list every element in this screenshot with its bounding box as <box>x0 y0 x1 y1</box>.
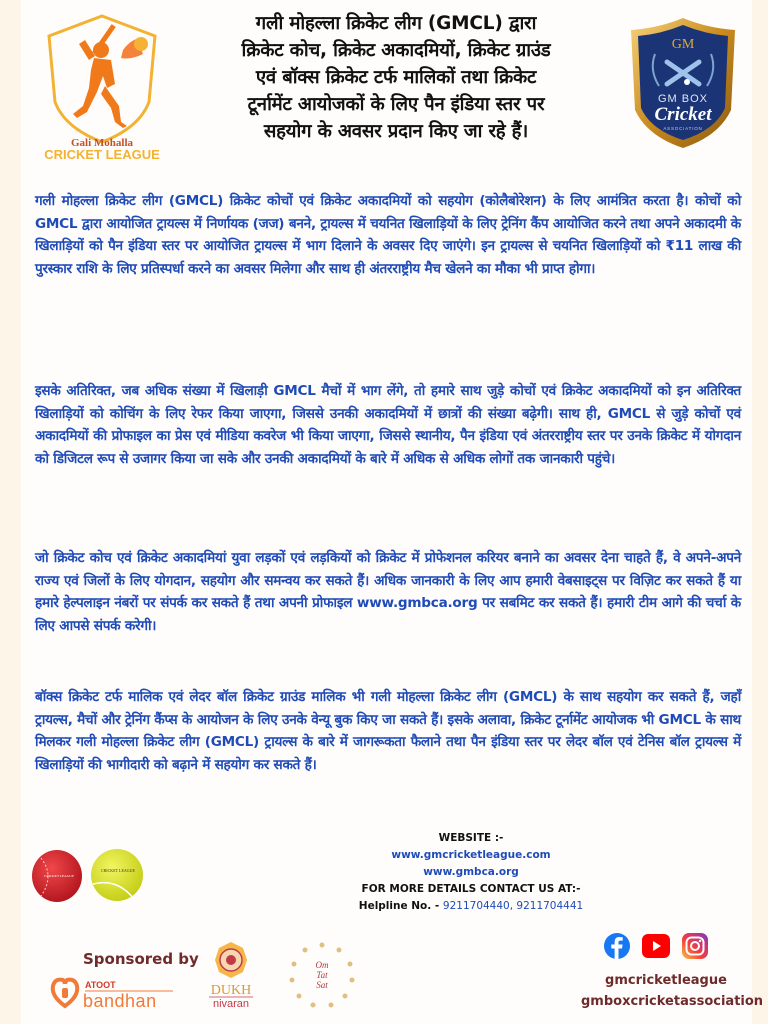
gmbca-logo <box>627 14 739 152</box>
instagram-icon[interactable] <box>681 932 709 960</box>
svg-text:nivaran: nivaran <box>212 998 250 1010</box>
svg-text:CRICKET LEAGUE: CRICKET LEAGUE <box>44 874 74 878</box>
page-title <box>181 10 611 145</box>
sponsor-atoot-bandhan-logo <box>49 976 179 1010</box>
svg-text:Sat: Sat <box>316 980 328 990</box>
contact-details-label: FOR MORE DETAILS CONTACT US AT:- <box>361 883 581 895</box>
helpline-row <box>341 898 601 915</box>
svg-text:CRICKET LEAGUE: CRICKET LEAGUE <box>100 868 136 873</box>
title-line: गली मोहल्ला क्रिकेट लीग (GMCL) द्वारा <box>255 13 537 34</box>
paragraph-collaboration-invite: गली मोहल्ला क्रिकेट लीग (GMCL) क्रिकेट कोचों एवं क्रिकेट अकादमियों को सहयोग (कोलैबोरेशन) के लिए आमंत्रित करता है। कोचों को GMCL द्वारा आयोजित ट्रायल्स में निर्णायक (जज) बनने, ट्रायल्स में चयनित खिलाड़ियों के लिए ट्रेनिंग कैंप आयोजित करने तथा अपने अकादमी के खिलाड़ियों को पैन इंडिया स्तर पर आयोजित ट्रायल्स में भाग दिलाने के अवसर दिए जाएंगे। इन ट्रायल्स से चयनित खिलाड़ियों को ₹11 लाख की पुरस्कार राशि के लिए प्रतिस्पर्धा करने का अवसर मिलेगा और साथ ही अंतरराष्ट्रीय मैच खेलने का मौका भी प्राप्त होगा। <box>35 193 741 277</box>
helpline-label: Helpline No. - <box>358 900 443 912</box>
facebook-icon[interactable] <box>603 932 631 960</box>
title-line: क्रिकेट कोच, क्रिकेट अकादमियों, क्रिकेट ग्राउंड <box>241 40 551 61</box>
sponsored-by-label: Sponsored by <box>83 950 199 968</box>
youtube-icon[interactable] <box>641 933 671 959</box>
cricket-balls-image <box>29 848 149 904</box>
gmcl-logo <box>39 10 165 160</box>
social-handle[interactable]: gmcricketleague <box>605 973 727 988</box>
social-icons <box>603 930 713 962</box>
social-handle[interactable]: gmboxcricketassociation <box>581 994 764 1009</box>
svg-text:DUKH: DUKH <box>210 983 252 998</box>
title-line: सहयोग के अवसर प्रदान किए जा रहे हैं। <box>263 121 529 142</box>
gmcl-logo-line1: Gali Mohalla <box>70 137 134 149</box>
title-line: टूर्नामेंट आयोजकों के लिए पैन इंडिया स्तर पर <box>247 94 545 115</box>
poster-panel <box>21 0 764 1024</box>
sponsor-om-tat-sat-logo <box>287 940 357 1010</box>
svg-text:bandhan: bandhan <box>83 991 157 1010</box>
svg-text:Tat: Tat <box>316 970 328 980</box>
website-link-gmbca[interactable]: www.gmbca.org <box>423 866 519 878</box>
gmbca-logo-line2: Cricket <box>654 104 712 125</box>
contact-block <box>341 830 601 915</box>
paragraph-contact-info: जो क्रिकेट कोच एवं क्रिकेट अकादमियां युवा लड़कों एवं लड़कियों को क्रिकेट में प्रोफेशनल करियर बनाने का अवसर देना चाहते हैं, वे अपने-अपने राज्य एवं जिलों के लिए योगदान, सहयोग और समन्वय कर सकते हैं। अधिक जानकारी के लिए आप हमारी वेबसाइट्स पर विज़िट कर सकते हैं या हमारे हेल्पलाइन नंबरों पर संपर्क कर सकते हैं तथा अपनी प्रोफाइल www.gmbca.org पर सबमिट कर सकते हैं। हमारी टीम आगे की चर्चा के लिए आपसे संपर्क करेगी। <box>35 550 741 634</box>
gmbca-logo-line3: ASSOCIATION <box>663 126 703 131</box>
sponsor-dukh-nivaran-logo <box>201 940 261 1010</box>
gmcl-logo-line2: CRICKET LEAGUE <box>44 147 160 160</box>
leather-ball-icon <box>32 850 82 902</box>
website-link-gmcricketleague[interactable]: www.gmcricketleague.com <box>391 849 551 861</box>
gmbca-logo-line1: GM BOX <box>657 93 709 105</box>
title-line: एवं बॉक्स क्रिकेट टर्फ मालिकों तथा क्रिकेट <box>255 67 537 88</box>
helpline-numbers[interactable]: 9211704440, 9211704441 <box>442 900 584 912</box>
svg-text:Om: Om <box>315 960 329 970</box>
svg-text:ATOOT: ATOOT <box>85 980 116 990</box>
website-label: WEBSITE :- <box>438 832 504 844</box>
svg-text:GM: GM <box>671 37 695 52</box>
paragraph-turf-owners: बॉक्स क्रिकेट टर्फ मालिक एवं लेदर बॉल क्रिकेट ग्राउंड मालिक भी गली मोहल्ला क्रिकेट लीग (GMCL) के साथ सहयोग कर सकते हैं, जहाँ ट्रायल्स, मैचों और ट्रेनिंग कैंप्स के आयोजन के लिए उनके वेन्यू बुक किए जा सकते हैं। इसके अलावा, क्रिकेट टूर्नामेंट आयोजक भी GMCL के साथ मिलकर गली मोहल्ला क्रिकेट लीग (GMCL) ट्रायल्स के बारे में जागरूकता फैलाने तथा पैन इंडिया स्तर पर लेदर बॉल एवं टेनिस बॉल ट्रायल्स में खिलाड़ियों की भागीदारी को बढ़ाने में सहयोग कर सकते हैं। <box>35 689 741 773</box>
social-handles <box>581 970 764 1012</box>
tennis-ball-icon <box>91 849 143 901</box>
paragraph-referrals-media: इसके अतिरिक्त, जब अधिक संख्या में खिलाड़ी GMCL मैचों में भाग लेंगे, तो हमारे साथ जुड़े कोचों एवं क्रिकेट अकादमियों को इन अतिरिक्त खिलाड़ियों को कोचिंग के लिए रेफर किया जाएगा, जिससे उनकी अकादमियों में छात्रों की संख्या बढ़ेगी। साथ ही, GMCL से जुड़े कोचों एवं अकादमियों की प्रोफाइल का प्रेस एवं मीडिया कवरेज भी किया जाएगा, जिससे स्थानीय, पैन इंडिया एवं अंतरराष्ट्रीय स्तर पर उनके क्रिकेट में योगदान को डिजिटल रूप से उजागर किया जा सके और उनकी अकादमियों के बारे में अधिक से अधिक लोगों तक जानकारी पहुंचे। <box>35 383 741 467</box>
header <box>21 0 752 180</box>
